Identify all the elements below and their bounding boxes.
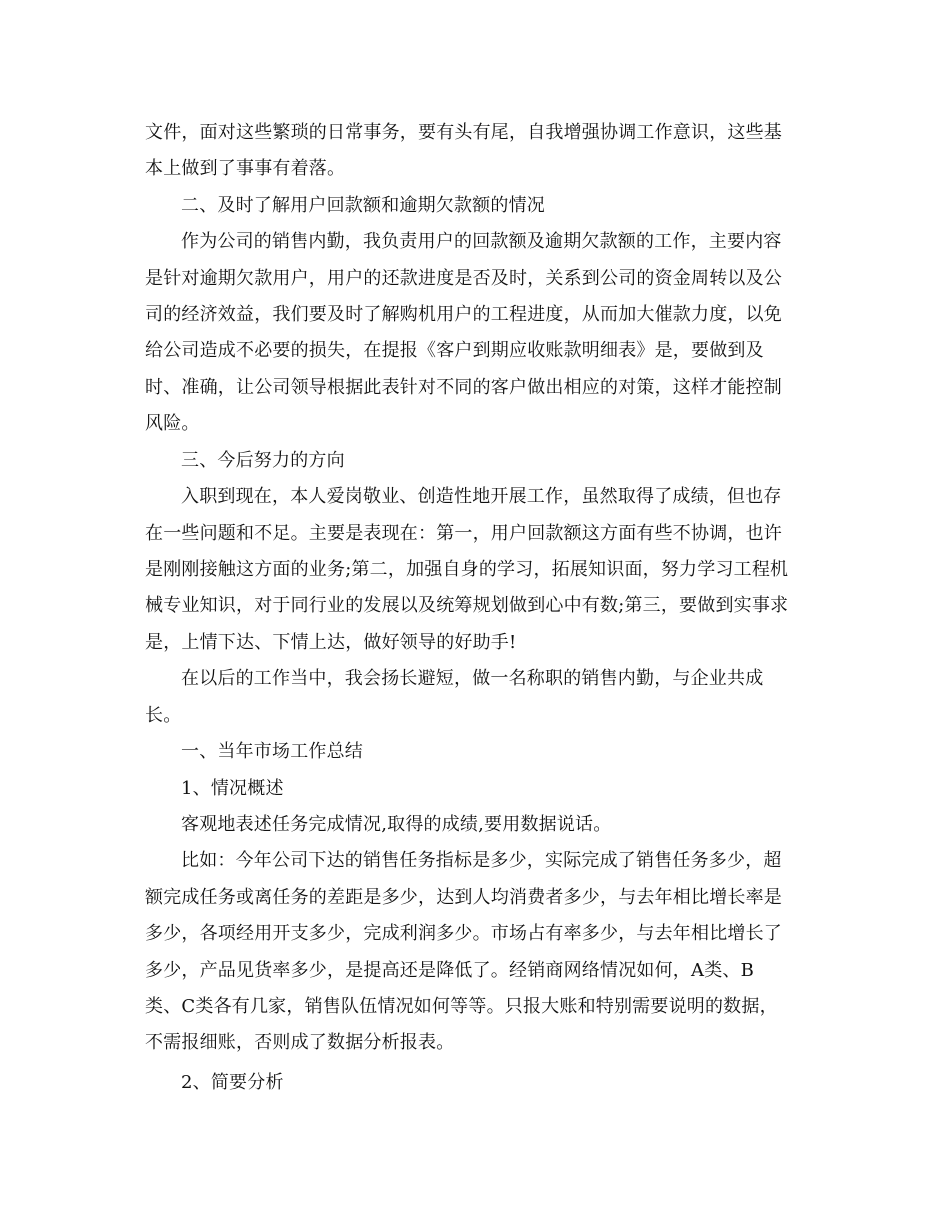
body-line: 是针对逾期欠款用户，用户的还款进度是否及时，关系到公司的资金周转以及公 bbox=[145, 268, 782, 289]
body-line: 长。 bbox=[145, 705, 182, 726]
body-line: 给公司造成不必要的损失，在提报《客户到期应收账款明细表》是，要做到及 bbox=[145, 340, 764, 361]
body-line: 文件，面对这些繁琐的日常事务，要有头有尾，自我增强协调工作意识，这些基 bbox=[145, 122, 782, 143]
body-line: 客观地表述任务完成情况,取得的成绩,要用数据说话。 bbox=[181, 814, 612, 835]
body-line: 多少，产品见货率多少，是提高还是降低了。经销商网络情况如何，A类、B bbox=[145, 960, 755, 981]
body-line: 比如：今年公司下达的销售任务指标是多少，实际完成了销售任务多少，超 bbox=[181, 850, 782, 871]
body-line: 时、准确，让公司领导根据此表针对不同的客户做出相应的对策，这样才能控制 bbox=[145, 377, 782, 398]
body-line: 多少，各项经用开支多少，完成利润多少。市场占有率多少，与去年相比增长了 bbox=[145, 923, 782, 944]
body-line: 不需报细账，否则成了数据分析报表。 bbox=[145, 1032, 455, 1053]
body-line: 司的经济效益，我们要及时了解购机用户的工程进度，从而加大催款力度，以免 bbox=[145, 304, 782, 325]
subsection-heading: 2、简要分析 bbox=[181, 1072, 284, 1093]
section-heading: 二、及时了解用户回款额和逾期欠款额的情况 bbox=[181, 195, 545, 216]
body-line: 是，上情下达、下情上达，做好领导的好助手! bbox=[145, 632, 517, 653]
section-heading: 三、今后努力的方向 bbox=[181, 450, 345, 471]
section-heading: 一、当年市场工作总结 bbox=[181, 741, 363, 762]
body-line: 作为公司的销售内勤，我负责用户的回款额及逾期欠款额的工作，主要内容 bbox=[181, 231, 782, 252]
subsection-heading: 1、情况概述 bbox=[181, 778, 284, 799]
body-line: 在一些问题和不足。主要是表现在：第一，用户回款额这方面有些不协调，也许 bbox=[145, 523, 782, 544]
body-line: 械专业知识，对于同行业的发展以及统筹规划做到心中有数;第三，要做到实事求 bbox=[145, 595, 789, 616]
body-line: 类、C类各有几家，销售队伍情况如何等等。只报大账和特别需要说明的数据， bbox=[145, 996, 778, 1017]
body-line: 额完成任务或离任务的差距是多少，达到人均消费者多少，与去年相比增长率是 bbox=[145, 887, 782, 908]
body-line: 本上做到了事事有着落。 bbox=[145, 158, 346, 179]
body-line: 在以后的工作当中，我会扬长避短，做一名称职的销售内勤，与企业共成 bbox=[181, 668, 764, 689]
body-line: 风险。 bbox=[145, 413, 200, 434]
body-line: 是刚刚接触这方面的业务;第二，加强自身的学习，拓展知识面，努力学习工程机 bbox=[145, 559, 789, 580]
body-line: 入职到现在，本人爱岗敬业、创造性地开展工作，虽然取得了成绩，但也存 bbox=[181, 486, 782, 507]
